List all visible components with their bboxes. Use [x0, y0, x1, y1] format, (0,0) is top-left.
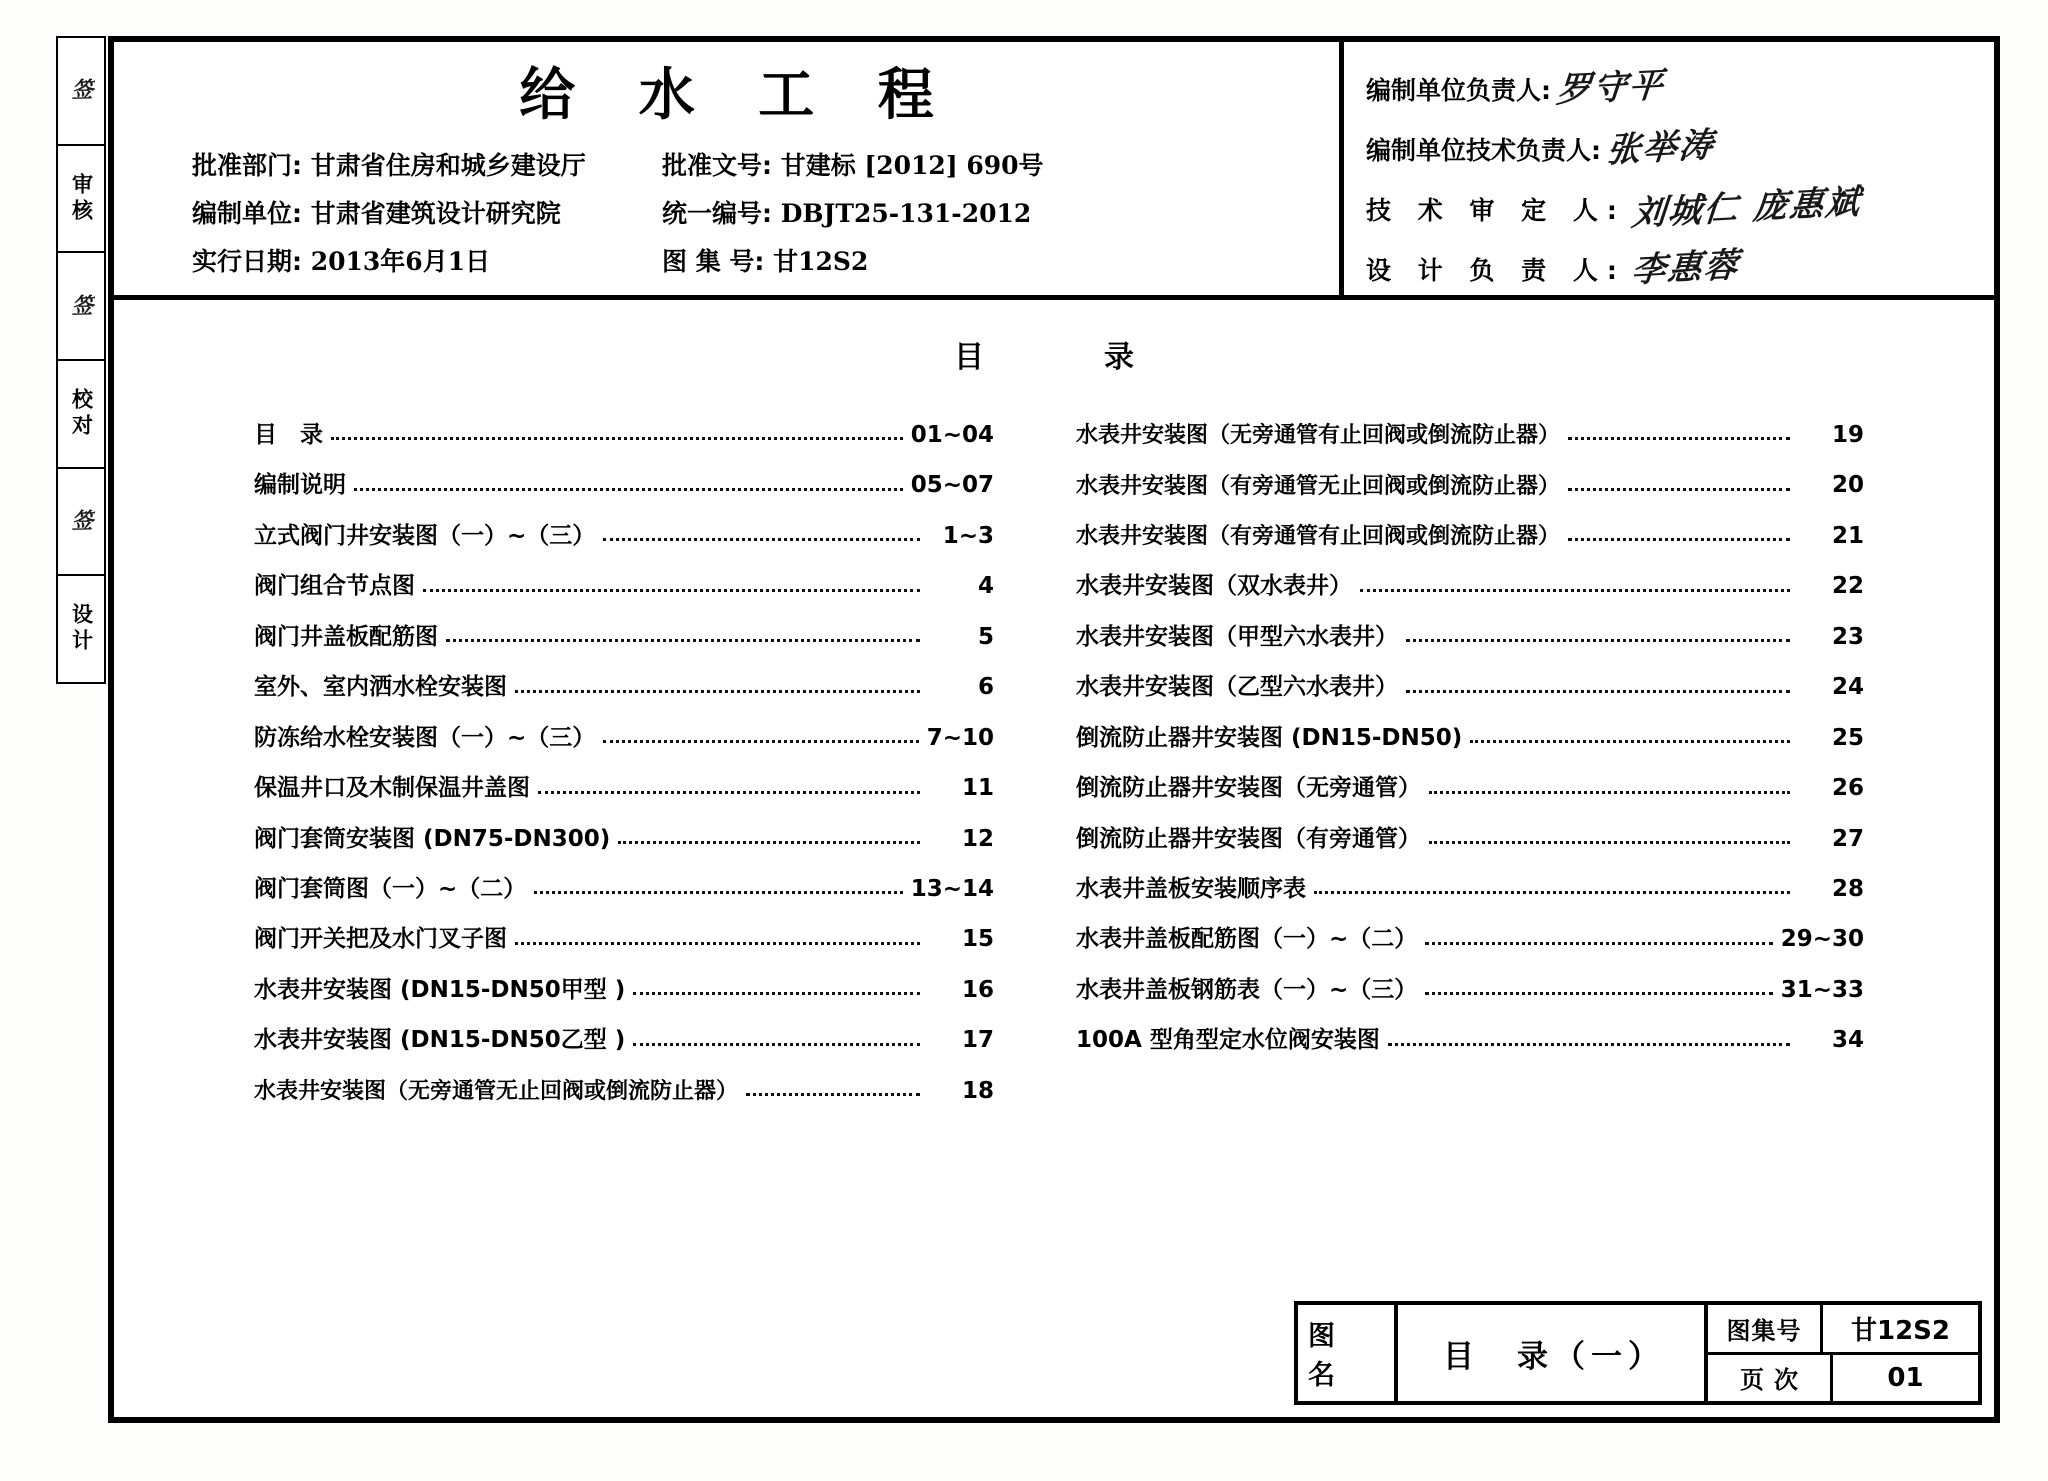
toc-entry[interactable] — [1076, 422, 1864, 448]
toc-entry-label: 室外、室内洒水栓安装图 — [254, 674, 507, 701]
toc-leader-dots — [1429, 840, 1790, 844]
toc-entry-page: 27 — [1831, 825, 1864, 852]
designer-signature: 签 — [66, 508, 95, 535]
title-block-page-value: 01 — [1887, 1362, 1924, 1393]
toc-entry-label: 阀门套筒图（一）~（二） — [254, 875, 527, 902]
toc-entry-label: 倒流防止器井安装图（无旁通管） — [1076, 775, 1421, 802]
meta-label-effective-date: 实行日期: — [192, 247, 302, 276]
toc-entry-label: 水表井安装图（无旁通管有止回阀或倒流防止器） — [1076, 423, 1561, 449]
signature-label-design-head: 设 计 负 责 人: — [1366, 256, 1626, 285]
toc-entry[interactable] — [254, 624, 994, 650]
meta-approval-dept — [192, 146, 662, 182]
signature-mark-design-head: 李惠蓉 — [1629, 245, 1742, 291]
title-block-atlas-label: 图集号 — [1708, 1305, 1823, 1352]
side-cell-signature-1 — [58, 38, 104, 146]
toc-entry[interactable] — [254, 926, 994, 952]
signature-row-compiler-head — [1366, 60, 1994, 120]
meta-value-compiler-unit: 甘肃省建筑设计研究院 — [310, 199, 561, 228]
signature-mark-compiler-head: 罗守平 — [1555, 65, 1667, 111]
toc-entry-label: 倒流防止器井安装图（有旁通管） — [1076, 825, 1421, 852]
toc-leader-dots — [446, 638, 920, 642]
side-cell-review-label — [58, 146, 104, 254]
toc-leader-dots — [1429, 790, 1790, 794]
toc-entry-page: 01~04 — [910, 422, 994, 448]
side-signature-strip — [56, 36, 106, 684]
toc-entry-label: 水表井安装图（甲型六水表井） — [1076, 623, 1398, 650]
toc-entry[interactable] — [1076, 977, 1864, 1003]
toc-entry-page: 31~33 — [1780, 976, 1864, 1003]
toc-leader-dots — [1470, 739, 1790, 743]
toc-entry-label: 水表井安装图（有旁通管有止回阀或倒流防止器） — [1076, 524, 1561, 550]
signature-row-design-head — [1366, 240, 1994, 300]
reviewer-signature: 签 — [66, 78, 95, 104]
toc-leader-dots — [1388, 1042, 1790, 1046]
signature-mark-tech-approver: 刘城仁 庞惠斌 — [1629, 181, 1863, 235]
toc-entry[interactable] — [254, 826, 994, 852]
meta-atlas-no — [662, 242, 1339, 278]
toc-leader-dots — [603, 537, 920, 541]
signature-label-compiler-head: 编制单位负责人: — [1366, 76, 1551, 105]
toc-entry-page: 6 — [977, 674, 994, 701]
header-signature-panel — [1344, 42, 1994, 295]
toc-entry[interactable] — [254, 725, 994, 751]
toc-entry[interactable] — [1076, 775, 1864, 801]
toc-column-right — [1054, 422, 1994, 1128]
toc-leader-dots — [1568, 487, 1790, 491]
toc-entry-page: 7~10 — [926, 724, 994, 751]
toc-leader-dots — [1568, 537, 1790, 541]
toc-entry[interactable] — [1076, 573, 1864, 599]
toc-entry[interactable] — [254, 523, 994, 549]
sheet-title-block — [1294, 1301, 1982, 1405]
toc-entry[interactable] — [1076, 472, 1864, 498]
toc-entry-label: 编制说明 — [254, 472, 346, 499]
toc-entry-page: 15 — [961, 926, 994, 953]
toc-entry-page: 16 — [961, 976, 994, 1003]
meta-value-unified-no: DBJT25-131-2012 — [780, 199, 1032, 228]
toc-entry[interactable] — [1076, 523, 1864, 549]
meta-value-effective-date: 2013年6月1日 — [310, 247, 491, 276]
toc-column-left — [114, 422, 1054, 1128]
meta-label-atlas-no: 图 集 号: — [662, 247, 765, 276]
toc-entry-page: 12 — [961, 825, 994, 852]
toc-entry-label: 立式阀门井安装图（一）~（三） — [254, 522, 596, 549]
toc-entry[interactable] — [1076, 674, 1864, 700]
toc-entry[interactable] — [254, 1078, 994, 1104]
title-block-drawing-name: 目 录（一） — [1398, 1305, 1708, 1401]
side-cell-design-label — [58, 576, 104, 682]
header-meta-grid — [114, 146, 1339, 278]
toc-entry-label: 阀门开关把及水门叉子图 — [254, 926, 507, 953]
toc-entry-label: 目 录 — [254, 422, 323, 448]
toc-entry-page: 1~3 — [942, 522, 994, 549]
toc-leader-dots — [1406, 638, 1790, 642]
toc-leader-dots — [1360, 588, 1790, 592]
side-cell-signature-3 — [58, 469, 104, 577]
catalog-heading: 目 录 — [954, 340, 1154, 375]
side-cell-proofread-label — [58, 361, 104, 469]
toc-leader-dots — [534, 890, 902, 894]
toc-entry[interactable] — [1076, 1027, 1864, 1053]
proofreader-signature: 签 — [66, 293, 95, 319]
meta-value-atlas-no: 甘12S2 — [773, 247, 869, 276]
meta-label-approval-no: 批准文号: — [662, 151, 772, 180]
signature-mark-tech-head: 张举涛 — [1605, 125, 1717, 171]
toc-entry-label: 水表井安装图（乙型六水表井） — [1076, 674, 1398, 701]
toc-entry-page: 29~30 — [1780, 926, 1864, 953]
meta-effective-date — [192, 242, 662, 278]
side-label-design: 设计 — [69, 603, 94, 656]
title-block-atlas-row — [1708, 1305, 1978, 1355]
signature-label-tech-head: 编制单位技术负责人: — [1366, 136, 1601, 165]
toc-leader-dots — [618, 840, 920, 844]
toc-entry-label: 阀门组合节点图 — [254, 573, 415, 600]
toc-entry-page: 11 — [961, 775, 994, 802]
toc-entry-label: 水表井盖板配筋图（一）~（二） — [1076, 926, 1418, 953]
toc-leader-dots — [603, 739, 918, 743]
title-block-right — [1708, 1305, 1978, 1401]
sheet-header — [114, 42, 1994, 300]
toc-entry-label: 保温井口及木制保温井盖图 — [254, 775, 530, 802]
signature-row-tech-head — [1366, 120, 1994, 180]
toc-entry-page: 18 — [961, 1077, 994, 1104]
toc-entry-label: 水表井安装图（有旁通管无止回阀或倒流防止器） — [1076, 473, 1561, 499]
signature-label-tech-approver: 技 术 审 定 人: — [1366, 196, 1626, 225]
toc-entry-page: 19 — [1831, 422, 1864, 448]
meta-value-approval-no: 甘建标 [2012] 690号 — [780, 151, 1044, 180]
toc-entry-page: 17 — [961, 1027, 994, 1054]
meta-compiler-unit — [192, 194, 662, 230]
toc-leader-dots — [1425, 941, 1772, 945]
toc-entry-label: 100A 型角型定水位阀安装图 — [1076, 1027, 1380, 1054]
toc-entry-page: 23 — [1831, 623, 1864, 650]
toc-entry[interactable] — [1076, 624, 1864, 650]
toc-entry-page: 21 — [1831, 522, 1864, 549]
toc-entry-label: 阀门井盖板配筋图 — [254, 623, 438, 650]
toc-entry-label: 阀门套筒安装图 (DN75-DN300) — [254, 825, 611, 852]
toc-leader-dots — [633, 1042, 920, 1046]
toc-entry-page: 26 — [1831, 775, 1864, 802]
meta-unified-no — [662, 194, 1339, 230]
meta-label-compiler-unit: 编制单位: — [192, 199, 302, 228]
toc-entry[interactable] — [1076, 926, 1864, 952]
toc-entry-label: 倒流防止器井安装图 (DN15-DN50) — [1076, 724, 1463, 751]
toc-leader-dots — [423, 588, 920, 592]
title-block-page-row — [1708, 1355, 1978, 1402]
toc-entry-page: 22 — [1831, 573, 1864, 600]
toc-entry-label: 水表井盖板钢筋表（一）~（三） — [1076, 976, 1418, 1003]
toc-entry-label: 水表井安装图（双水表井） — [1076, 573, 1352, 600]
table-of-contents — [114, 422, 1994, 1128]
toc-entry-page: 05~07 — [910, 472, 994, 499]
toc-entry[interactable] — [1076, 725, 1864, 751]
toc-entry[interactable] — [254, 1027, 994, 1053]
toc-entry[interactable] — [254, 422, 994, 448]
title-block-atlas-value: 甘12S2 — [1851, 1315, 1950, 1346]
meta-label-unified-no: 统一编号: — [662, 199, 772, 228]
toc-entry-page: 24 — [1831, 674, 1864, 701]
toc-leader-dots — [515, 689, 920, 693]
toc-entry-label: 防冻给水栓安装图（一）~（三） — [254, 724, 596, 751]
meta-value-approval-dept: 甘肃省住房和城乡建设厅 — [310, 151, 586, 180]
toc-entry-page: 34 — [1831, 1027, 1864, 1054]
toc-leader-dots — [1314, 890, 1790, 894]
title-block-name-label: 图 名 — [1298, 1305, 1398, 1401]
side-cell-signature-2 — [58, 253, 104, 361]
title-block-page-label: 页次 — [1708, 1355, 1833, 1402]
toc-entry[interactable] — [254, 573, 994, 599]
toc-entry-label: 水表井安装图（无旁通管无止回阀或倒流防止器） — [254, 1078, 739, 1104]
toc-entry[interactable] — [254, 977, 994, 1003]
toc-entry-label: 水表井盖板安装顺序表 — [1076, 875, 1306, 902]
side-label-review: 审核 — [69, 172, 94, 225]
toc-entry-page: 28 — [1831, 875, 1864, 902]
toc-leader-dots — [633, 991, 920, 995]
toc-leader-dots — [354, 487, 903, 491]
toc-entry-label: 水表井安装图 (DN15-DN50乙型 ) — [254, 1027, 626, 1054]
toc-leader-dots — [1568, 436, 1790, 440]
toc-leader-dots — [538, 790, 920, 794]
toc-entry-page: 4 — [977, 573, 994, 600]
toc-leader-dots — [331, 436, 903, 440]
drawing-sheet — [108, 36, 2000, 1423]
toc-entry[interactable] — [254, 472, 994, 498]
toc-leader-dots — [1406, 689, 1790, 693]
toc-entry[interactable] — [254, 876, 994, 902]
toc-leader-dots — [1425, 991, 1772, 995]
toc-entry[interactable] — [254, 674, 994, 700]
toc-entry-page: 20 — [1831, 472, 1864, 499]
toc-leader-dots — [515, 941, 920, 945]
page-title: 给 水 工 程 — [519, 63, 956, 128]
toc-entry[interactable] — [254, 775, 994, 801]
toc-entry-label: 水表井安装图 (DN15-DN50甲型 ) — [254, 976, 626, 1003]
side-label-proofread: 校对 — [69, 387, 94, 440]
meta-label-approval-dept: 批准部门: — [192, 151, 302, 180]
meta-approval-no — [662, 146, 1339, 182]
header-left-panel — [114, 42, 1344, 295]
signature-row-tech-approver — [1366, 180, 1994, 240]
toc-entry-page: 5 — [977, 623, 994, 650]
toc-leader-dots — [746, 1092, 920, 1096]
toc-entry[interactable] — [1076, 876, 1864, 902]
toc-entry-page: 13~14 — [910, 875, 994, 902]
toc-entry-page: 25 — [1831, 724, 1864, 751]
toc-entry[interactable] — [1076, 826, 1864, 852]
